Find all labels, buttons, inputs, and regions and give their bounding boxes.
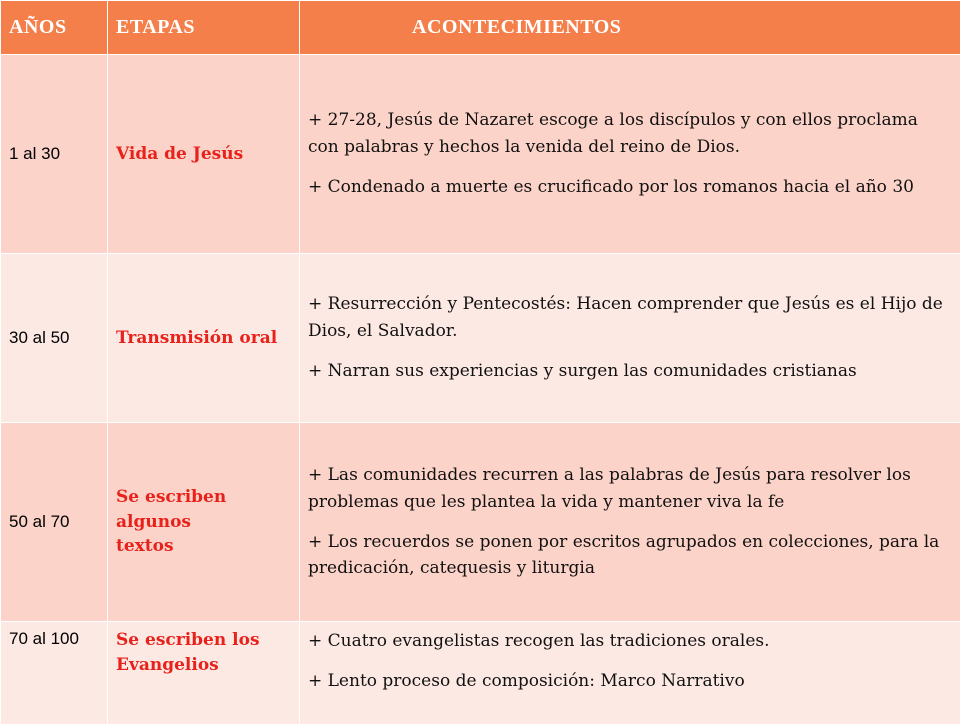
table-row: [1, 254, 960, 423]
stage-cell: Se escriben algunos textos: [108, 423, 300, 622]
stage-cell: Transmisión oral: [108, 254, 300, 423]
years-cell: 1 al 30: [1, 55, 108, 254]
years-cell: 70 al 100: [1, 622, 108, 725]
event-item: + Los recuerdos se ponen por escritos agrupados en colecciones, para la predicación, catequesis y liturgia: [308, 529, 952, 582]
event-item: + Condenado a muerte es crucificado por los romanos hacia el año 30: [308, 174, 952, 200]
event-item: + 27-28, Jesús de Nazaret escoge a los discípulos y con ellos proclama con palabras y hechos la venida del reino de Dios.: [308, 107, 952, 160]
event-item: + Lento proceso de composición: Marco Narrativo: [308, 668, 952, 694]
event-item: + Cuatro evangelistas recogen las tradiciones orales.: [308, 628, 952, 654]
events-cell: [300, 254, 960, 423]
stage-cell: Vida de Jesús: [108, 55, 300, 254]
table-row: [1, 622, 960, 725]
event-item: + Las comunidades recurren a las palabras de Jesús para resolver los problemas que les plantea la vida y mantener viva la fe: [308, 462, 952, 515]
header-row: [1, 1, 960, 55]
header-events: ACONTECIMIENTOS: [300, 1, 960, 55]
table-row: [1, 55, 960, 254]
event-item: + Narran sus experiencias y surgen las comunidades cristianas: [308, 358, 952, 384]
stage-cell: Se escriben los Evangelios: [108, 622, 300, 725]
event-item: + Resurrección y Pentecostés: Hacen comprender que Jesús es el Hijo de Dios, el Salvador.: [308, 291, 952, 344]
header-years: AÑOS: [1, 1, 108, 55]
table-row: [1, 423, 960, 622]
events-cell: [300, 622, 960, 725]
events-cell: [300, 423, 960, 622]
years-cell: 50 al 70: [1, 423, 108, 622]
events-cell: [300, 55, 960, 254]
years-cell: 30 al 50: [1, 254, 108, 423]
header-stages: ETAPAS: [108, 1, 300, 55]
